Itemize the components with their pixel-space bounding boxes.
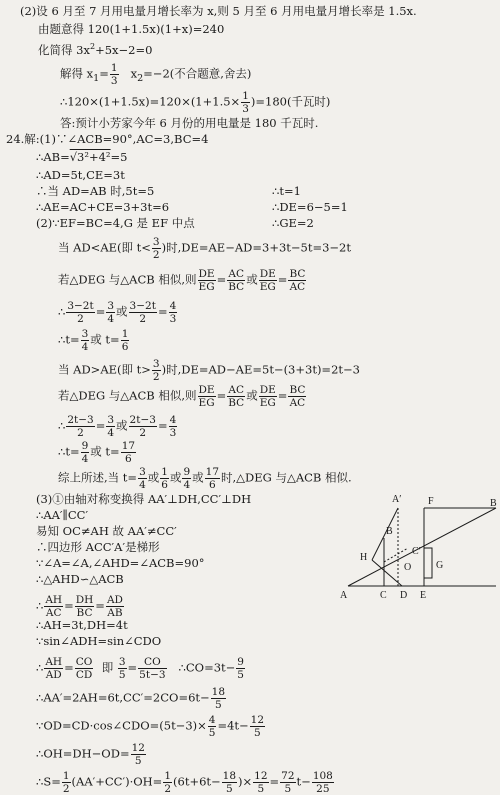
frac-den: 3 — [169, 313, 177, 325]
frac-den: 2 — [152, 371, 160, 383]
frac-den: 5 — [215, 699, 222, 711]
frac-num: DH — [75, 594, 94, 606]
q24-line4: ∴当 AD=AB 时,5t=5 — [36, 184, 155, 198]
p2a-line3-sup: 2 — [89, 42, 96, 51]
frac-den: AC — [289, 397, 306, 409]
frac-BC-AC — [288, 268, 306, 293]
s3-line14-a: ∴S= — [36, 774, 61, 789]
label-A: A — [340, 590, 348, 601]
frac-1-3 — [110, 62, 119, 87]
frac-num: 3 — [81, 328, 89, 340]
frac-4-3 — [169, 300, 178, 325]
frac-den: EG — [259, 281, 276, 293]
eq-sign: = — [95, 304, 106, 319]
frac-1-2 — [62, 770, 71, 795]
frac-num: 18 — [222, 770, 237, 782]
frac-num: 12 — [131, 742, 145, 754]
eq-sign: = — [157, 304, 168, 319]
frac-den: 5 — [226, 783, 233, 795]
frac-num: DE — [259, 268, 276, 280]
s3-line14-b: (AA′+CC′)·OH= — [71, 774, 163, 789]
frac-den: 4 — [107, 427, 115, 439]
p2a-line1: (2)设 6 月至 7 月用电量月增长率为 x,则 5 月至 6 月用电量月增长率是 1.5x. — [20, 4, 417, 18]
s3-line14-d: )× — [238, 774, 253, 789]
frac-1-6 — [121, 328, 130, 353]
frac-AD-AB — [106, 594, 124, 619]
p2a-line4-a: 解得 x — [60, 66, 94, 81]
frac-den: 4 — [107, 313, 115, 325]
p2a-line3 — [38, 40, 152, 57]
frac-num: 2t−3 — [67, 414, 94, 426]
frac-num: 3−2t — [129, 300, 156, 312]
summary — [58, 466, 352, 491]
solve-t: ∴t= — [58, 332, 80, 347]
frac-num: CO — [138, 656, 166, 669]
frac-den: AD — [45, 669, 62, 681]
p2a-line5-a: ∴120×(1+1.5x)=120×(1+1.5× — [60, 94, 241, 109]
s3-line12-a: ∵OD=CD·cos∠CDO=(5t−3)× — [36, 718, 207, 733]
frac-DH-BC — [75, 594, 95, 619]
therefore: ∴ — [58, 304, 66, 319]
s3-line3: 易知 OC≠AH 故 AA′≠CC′ — [36, 524, 177, 538]
frac-den: 2 — [164, 783, 172, 795]
frac-num: 3 — [152, 358, 160, 370]
q24-line2-b: =5 — [110, 150, 128, 164]
frac-num: 1 — [110, 62, 118, 74]
p2a-line3-b: +5x−2=0 — [95, 42, 153, 57]
s3-line11 — [36, 686, 227, 711]
frac-num: 9 — [81, 440, 89, 452]
frac-num: 9 — [183, 466, 191, 478]
frac-num: 12 — [250, 714, 265, 726]
q24-line2-a: ∴AB= — [36, 150, 70, 164]
case1-equations — [58, 300, 178, 325]
frac-den: 2 — [139, 427, 147, 439]
case2-b: )时,DE=AD−AE=5t−(3+3t)=2t−3 — [161, 362, 360, 377]
q24-line4-right: ∴t=1 — [272, 184, 301, 198]
frac-DE-EG2 — [259, 268, 277, 293]
s3-line12-b: =4t− — [217, 718, 249, 733]
label-B: B — [386, 526, 393, 537]
frac-den: 6 — [161, 479, 168, 491]
namely: 即 — [101, 660, 114, 675]
or-t: 或 t= — [90, 332, 120, 347]
frac-num: 2t−3 — [129, 414, 156, 426]
eq-sign: = — [269, 774, 280, 789]
frac-den: 5 — [257, 783, 265, 795]
frac-num: AH — [45, 594, 63, 606]
frac-num: 4 — [169, 414, 177, 426]
minus-sign: − — [301, 774, 311, 789]
p2a-line5 — [60, 90, 330, 115]
frac-den: 5 — [237, 669, 244, 681]
p2a-line4-d: =−2(不合题意,舍去) — [143, 66, 252, 81]
frac-num: 1 — [242, 90, 249, 102]
frac-num: 1 — [161, 466, 168, 478]
frac-den: AC — [45, 607, 62, 619]
frac-den: EG — [259, 397, 276, 409]
s3-line8: ∴AH=3t,DH=4t — [36, 618, 128, 632]
frac-AH-AD — [44, 656, 63, 681]
frac-3-2 — [152, 236, 161, 261]
frac-num: 1 — [164, 770, 172, 782]
frac-num: CO — [75, 656, 93, 668]
frac-AH-AC — [44, 594, 63, 619]
sqrt-expr: √3²+4² — [69, 150, 111, 164]
frac-num: 17 — [205, 466, 220, 478]
ha-line — [372, 508, 398, 560]
case1-solution — [58, 328, 130, 353]
label-B2: B — [490, 498, 497, 509]
sub-1: 1 — [93, 72, 100, 84]
frac-CO-5t3 — [138, 656, 166, 681]
frac-num: 4 — [169, 300, 177, 312]
frac-32t-2b — [129, 300, 157, 325]
frac-num: DE — [198, 268, 215, 280]
s3-line10 — [36, 656, 246, 681]
frac-num: 12 — [254, 770, 268, 782]
frac-4-5 — [208, 714, 217, 739]
or-word: 或 — [116, 418, 128, 433]
eq-sign: = — [95, 418, 106, 433]
s3-line12 — [36, 714, 266, 739]
frac-num: 72 — [281, 770, 295, 782]
frac-num: 17 — [121, 440, 136, 452]
frac-1-3b — [241, 90, 250, 115]
or-word: 或 — [169, 470, 182, 485]
frac-den: 4 — [81, 453, 89, 465]
frac-num: BC — [289, 268, 306, 280]
frac-3-4d — [138, 466, 147, 491]
frac-den: 5 — [284, 783, 292, 795]
s3-line11-a: ∴AA′=2AH=6t,CC′=2CO=6t− — [36, 690, 210, 705]
s3-line2: ∴AA′∥CC′ — [36, 508, 89, 522]
q24-line1: 24.解:(1)∵∠ACB=90°,AC=3,BC=4 — [6, 132, 209, 146]
frac-den: 2 — [77, 313, 84, 325]
case2-solution — [58, 440, 137, 465]
case1-similar — [58, 268, 307, 293]
frac-18-5b — [222, 770, 237, 795]
s3-line1: (3)①由轴对称变换得 AA′⊥DH,CC′⊥DH — [36, 492, 252, 506]
frac-9-4b — [182, 466, 191, 491]
frac-num: 3−2t — [67, 300, 94, 312]
s3-line4: ∴四边形 ACC′A′是梯形 — [36, 540, 160, 554]
case1-b: )时,DE=AE−AD=3+3t−5t=3−2t — [161, 240, 351, 255]
p2a-line4-b: = — [99, 66, 109, 81]
p2a-line5-b: )=180(千瓦时) — [250, 94, 331, 109]
label-H: H — [360, 552, 368, 563]
eq-sign: = — [277, 388, 288, 403]
frac-9-4 — [81, 440, 90, 465]
or-word: 或 — [147, 470, 160, 485]
frac-den: 25 — [316, 783, 330, 795]
frac-32t-2 — [66, 300, 94, 325]
q24-line6-right: ∴GE=2 — [272, 216, 314, 230]
hypotenuse-line — [348, 508, 496, 586]
p2a-line4-c: x — [130, 66, 138, 81]
frac-den: EG — [198, 397, 215, 409]
frac-num: DE — [198, 384, 215, 396]
frac-3-5 — [118, 656, 127, 681]
s3-line14: ∴S= $\frac{1}{2}$ (AA′+CC′)·OH= $\frac{1}{2}$ (6t+6t− $\frac{18}{5}$ )× $\frac{12}{5}$ = $\frac{72}{5}$ t− $\frac{108}{25}$ — [36, 770, 333, 795]
s3-line7 — [36, 594, 125, 619]
frac-den: BC — [76, 607, 93, 619]
or-t: 或 t= — [90, 444, 120, 459]
p2a-line6: 答:预计小芳家今年 6 月份的用电量是 180 千瓦时. — [60, 116, 319, 130]
frac-DE-EG4 — [259, 384, 277, 409]
frac-den: 5 — [254, 727, 261, 739]
summary-b: 时,△DEG 与△ACB 相似. — [221, 470, 352, 485]
frac-num: AC — [228, 268, 245, 280]
eq-sign: = — [216, 272, 227, 287]
frac-num: 9 — [237, 656, 244, 668]
frac-num: 4 — [208, 714, 216, 726]
or-word: 或 — [246, 388, 258, 403]
q24-line5-right: ∴DE=6−5=1 — [272, 200, 348, 214]
frac-DE-EG — [198, 268, 216, 293]
case2-condition — [58, 358, 360, 383]
frac-den: BC — [228, 397, 245, 409]
or-word: 或 — [246, 272, 258, 287]
q24-line5: ∴AE=AC+CE=3+3t=6 — [36, 200, 170, 214]
co-dashed — [384, 548, 408, 562]
s3-line13 — [36, 742, 147, 767]
frac-17-6 — [121, 440, 136, 465]
frac-12-5b — [131, 742, 146, 767]
frac-3-2b — [152, 358, 161, 383]
frac-den: 2 — [77, 427, 84, 439]
eq-sign: = — [277, 272, 288, 287]
s3-line9: ∵sin∠ADH=sin∠CDO — [36, 634, 162, 648]
frac-den: AC — [289, 281, 306, 293]
frac-2t3-2 — [66, 414, 94, 439]
frac-num: DE — [259, 384, 276, 396]
frac-1-2b — [163, 770, 172, 795]
frac-4-3b — [169, 414, 178, 439]
label-E: E — [420, 590, 427, 601]
summary-a: 综上所述,当 t= — [58, 470, 138, 485]
s3-line6: ∴△AHD∽△ACB — [36, 572, 124, 586]
frac-den: 2 — [152, 249, 160, 261]
frac-num: 1 — [62, 770, 70, 782]
frac-den: BC — [228, 281, 245, 293]
therefore: ∴ — [58, 418, 66, 433]
frac-num: 3 — [118, 656, 126, 668]
frac-num: AH — [45, 656, 63, 668]
label-C: C — [380, 590, 387, 601]
frac-den: EG — [198, 281, 215, 293]
q24-line2 — [36, 150, 128, 164]
case2-sim-text: 若△DEG 与△ACB 相似,则 — [58, 388, 197, 403]
frac-3-4b — [81, 328, 90, 353]
frac-DE-EG3 — [198, 384, 216, 409]
eq-sign: = — [127, 660, 138, 675]
g-rect — [424, 548, 432, 578]
therefore: ∴ — [36, 660, 44, 675]
p2a-line3-a: 化简得 3x — [38, 42, 90, 57]
frac-BC-AC2 — [288, 384, 306, 409]
sub-2: 2 — [137, 72, 144, 84]
frac-den: 4 — [139, 479, 146, 491]
label-Cp: C′ — [412, 546, 421, 557]
frac-num: 3 — [107, 414, 115, 426]
s3-line14-c: (6t+6t− — [173, 774, 221, 789]
frac-1-6b — [160, 466, 169, 491]
frac-num: 3 — [107, 300, 115, 312]
label-D: D — [400, 590, 408, 601]
frac-num: 1 — [121, 328, 129, 340]
frac-12-5c — [253, 770, 268, 795]
frac-num: BC — [289, 384, 306, 396]
frac-num: 3 — [152, 236, 160, 248]
frac-18-5 — [211, 686, 226, 711]
s3-line5: ∵∠A=∠A,∠AHD=∠ACB=90° — [36, 556, 205, 570]
label-O: O — [404, 562, 412, 573]
s3-line13-a: ∴OH=DH−OD= — [36, 746, 130, 761]
q24-line6: (2)∵EF=BC=4,G 是 EF 中点 — [36, 216, 195, 230]
label-F: F — [428, 496, 434, 507]
solve-t: ∴t= — [58, 444, 80, 459]
frac-num: AD — [106, 594, 123, 606]
eq-sign: = — [157, 418, 168, 433]
or-word: 或 — [116, 304, 128, 319]
eq-sign: = — [216, 388, 227, 403]
frac-den: 6 — [125, 453, 132, 465]
case1-sim-text: 若△DEG 与△ACB 相似,则 — [58, 272, 197, 287]
eq-sign: = — [95, 598, 105, 613]
frac-2t3-2b — [129, 414, 157, 439]
frac-12-5 — [250, 714, 265, 739]
eq-sign: = — [64, 598, 74, 613]
frac-108-25 — [312, 770, 334, 795]
frac-num: AC — [228, 384, 245, 396]
frac-den: 6 — [208, 479, 216, 491]
frac-den: 4 — [81, 341, 89, 353]
or-word: 或 — [192, 470, 204, 485]
label-Ap: A′ — [392, 494, 402, 505]
frac-CO-CD — [75, 656, 94, 681]
frac-den: 5 — [118, 669, 126, 681]
eq-sign: = — [64, 660, 74, 675]
frac-den: 3 — [242, 103, 249, 115]
frac-17-6b — [205, 466, 220, 491]
geometry-figure — [338, 488, 498, 608]
case2-similar — [58, 384, 307, 409]
frac-72-5 — [280, 770, 295, 795]
case2-equations — [58, 414, 178, 439]
case2-a: 当 AD>AE(即 t> — [58, 362, 151, 377]
p2a-line4 — [60, 62, 251, 87]
frac-den: 2 — [139, 313, 147, 325]
frac-den: 5 — [134, 755, 142, 767]
frac-AC-BC — [227, 268, 245, 293]
frac-3-4 — [106, 300, 115, 325]
frac-den: 5t−3 — [139, 669, 166, 681]
frac-den: 6 — [121, 341, 129, 353]
p2a-line2: 由题意得 120(1+1.5x)(1+x)=240 — [38, 22, 225, 36]
q24-line3: ∴AD=5t,CE=3t — [36, 168, 125, 182]
case1-a: 当 AD<AE(即 t< — [58, 240, 151, 255]
frac-den: 3 — [169, 427, 177, 439]
frac-num: 108 — [312, 770, 333, 782]
frac-3-4c — [106, 414, 115, 439]
frac-den: 5 — [208, 727, 216, 739]
frac-den: 4 — [183, 479, 191, 491]
frac-den: CD — [75, 669, 93, 681]
frac-num: 3 — [139, 466, 146, 478]
frac-9-5 — [236, 656, 245, 681]
frac-num: 18 — [211, 686, 226, 698]
case1-condition — [58, 236, 351, 261]
frac-den: 3 — [110, 75, 118, 87]
frac-AC-BC2 — [227, 384, 245, 409]
frac-den: AB — [107, 607, 123, 619]
frac-den: 2 — [62, 783, 70, 795]
label-G: G — [436, 560, 444, 571]
therefore: ∴ — [36, 598, 44, 613]
co-result: ∴CO=3t− — [178, 660, 236, 675]
